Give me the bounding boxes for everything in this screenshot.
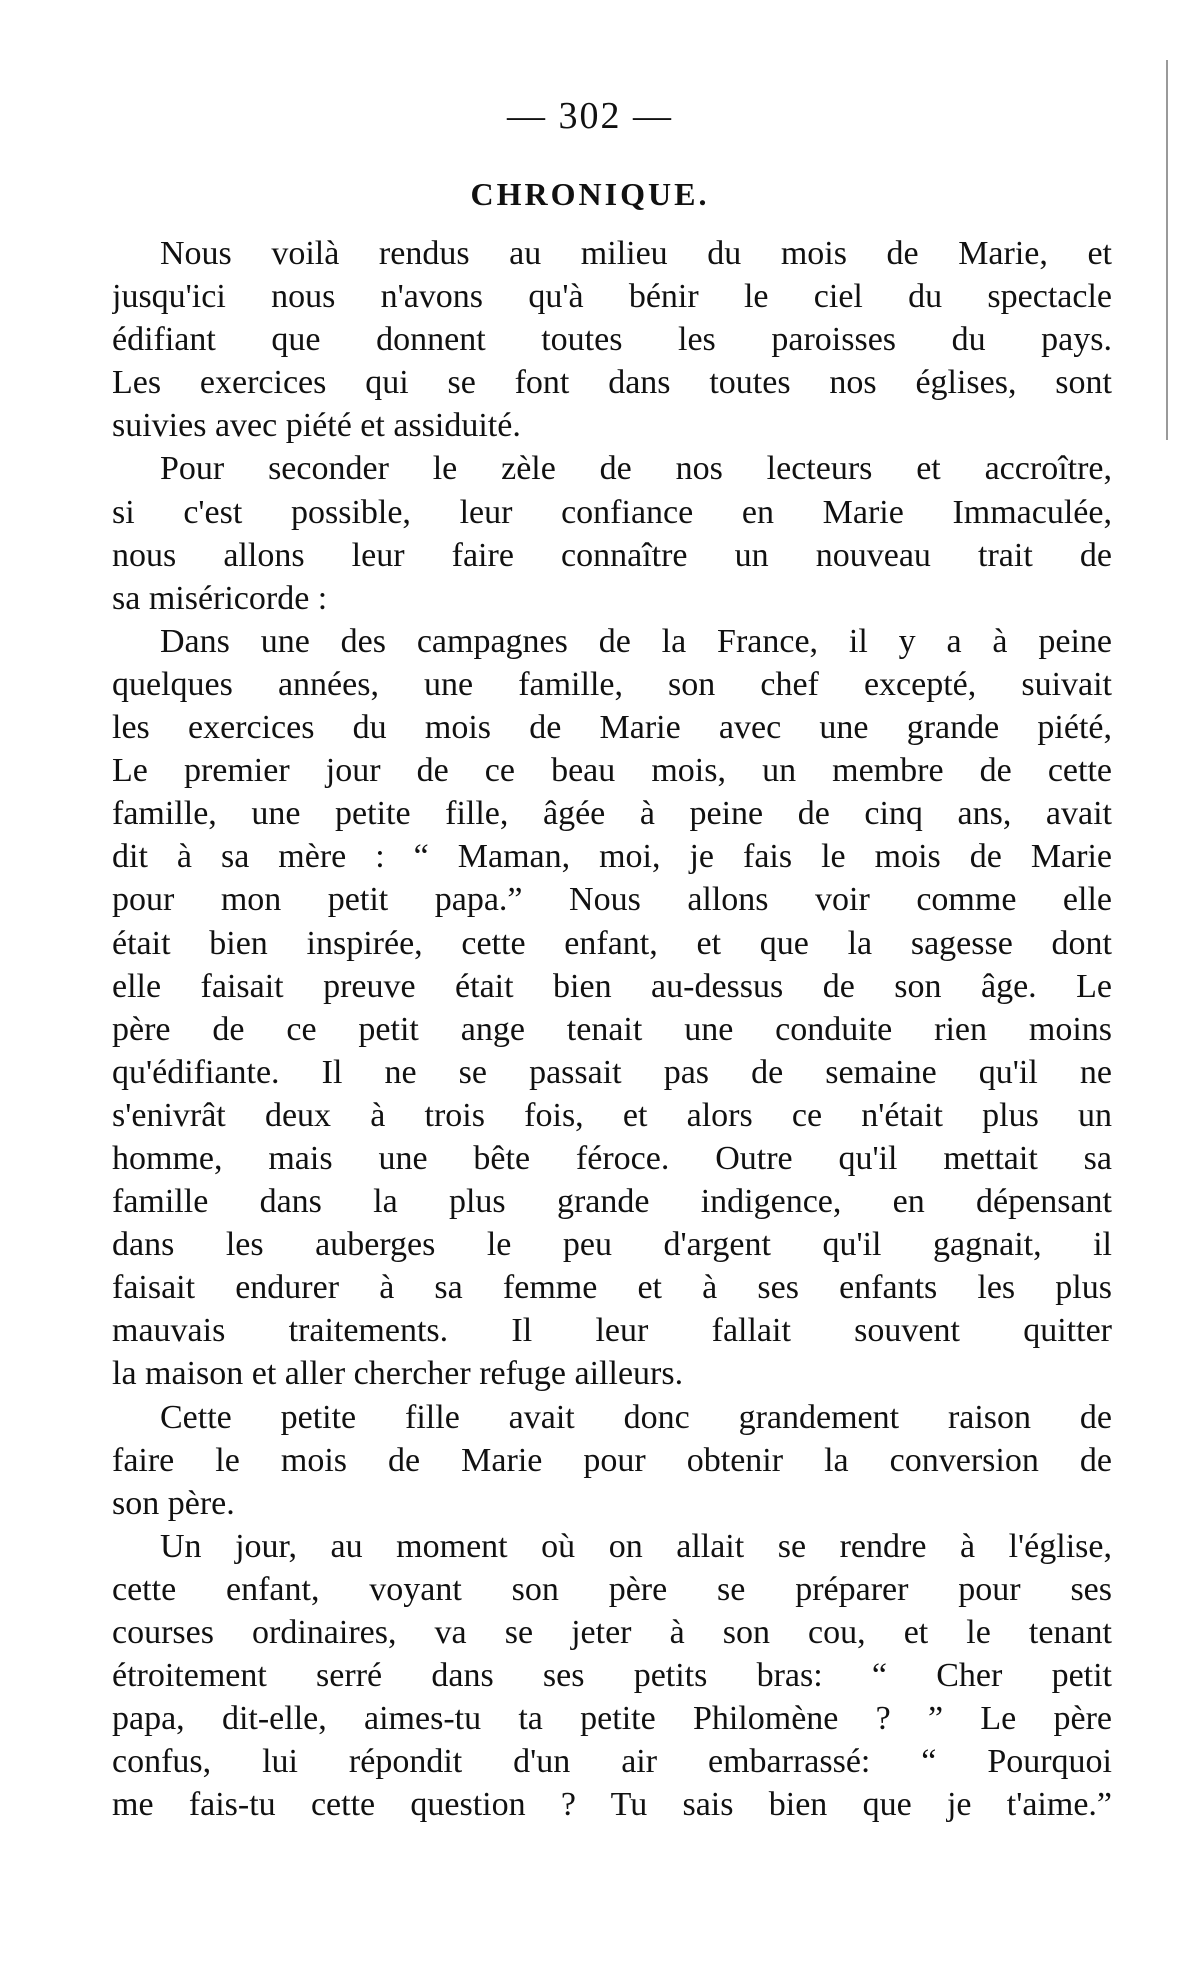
text-line: qu'édifiante. Il ne se passait pas de semaine qu'il ne <box>112 1053 1112 1091</box>
text-line: mauvais traitements. Il leur fallait souvent quitter <box>112 1312 1112 1350</box>
body-text <box>112 232 1112 1826</box>
text-line: étroitement serré dans ses petits bras: “ Cher petit <box>112 1657 1112 1695</box>
text-line: faisait endurer à sa femme et à ses enfants les plus <box>112 1269 1112 1307</box>
text-line: les exercices du mois de Marie avec une grande piété, <box>112 709 1112 747</box>
text-line: si c'est possible, leur confiance en Marie Immaculée, <box>112 493 1112 531</box>
page-number: — 302 — <box>507 95 673 137</box>
text-line: papa, dit-elle, aimes-tu ta petite Philomène ? ” Le père <box>112 1700 1112 1738</box>
text-line: nous allons leur faire connaître un nouveau trait de <box>112 536 1112 574</box>
text-line: son père. <box>112 1484 235 1522</box>
text-line: dans les auberges le peu d'argent qu'il gagnait, il <box>112 1226 1112 1264</box>
section-heading: CHRONIQUE. <box>470 176 710 212</box>
text-line: Dans une des campagnes de la France, il y a à peine <box>160 622 1112 660</box>
text-line: s'enivrât deux à trois fois, et alors ce n'était plus un <box>112 1096 1112 1134</box>
text-line: famille, une petite fille, âgée à peine de cinq ans, avait <box>112 795 1112 833</box>
text-line: suivies avec piété et assiduité. <box>112 407 521 445</box>
text-line: Un jour, au moment où on allait se rendre à l'église, <box>160 1527 1112 1565</box>
text-line: elle faisait preuve était bien au-dessus de son âge. Le <box>112 967 1112 1005</box>
text-line: Nous voilà rendus au milieu du mois de Marie, et <box>160 235 1112 272</box>
text-line: cette enfant, voyant son père se préparer pour ses <box>112 1570 1112 1608</box>
text-line: Cette petite fille avait donc grandement raison de <box>160 1398 1112 1436</box>
text-line: faire le mois de Marie pour obtenir la conversion de <box>112 1441 1112 1479</box>
text-line: jusqu'ici nous n'avons qu'à bénir le ciel du spectacle <box>112 278 1112 316</box>
text-line: Les exercices qui se font dans toutes nos églises, sont <box>112 364 1112 402</box>
text-line: père de ce petit ange tenait une conduite rien moins <box>112 1010 1112 1048</box>
text-line: Le premier jour de ce beau mois, un membre de cette <box>112 752 1112 790</box>
text-line: sa miséricorde : <box>112 579 328 617</box>
text-line: édifiant que donnent toutes les paroisses du pays. <box>112 321 1112 359</box>
text-line: pour mon petit papa.” Nous allons voir comme elle <box>112 881 1112 919</box>
text-line: dit à sa mère : “ Maman, moi, je fais le mois de Marie <box>112 838 1112 876</box>
text-line: homme, mais une bête féroce. Outre qu'il mettait sa <box>112 1139 1112 1177</box>
text-line: courses ordinaires, va se jeter à son cou, et le tenant <box>112 1614 1112 1651</box>
text-line: famille dans la plus grande indigence, en dépensant <box>112 1183 1112 1221</box>
text-line: confus, lui répondit d'un air embarrassé: “ Pourquoi <box>112 1743 1112 1781</box>
text-line: me fais-tu cette question ? Tu sais bien que je t'aime.” <box>112 1786 1112 1824</box>
text-line: quelques années, une famille, son chef excepté, suivait <box>112 665 1112 703</box>
text-line: était bien inspirée, cette enfant, et que la sagesse dont <box>112 924 1112 962</box>
text-line: la maison et aller chercher refuge ailleurs. <box>112 1355 684 1393</box>
text-line: Pour seconder le zèle de nos lecteurs et accroître, <box>160 450 1112 488</box>
